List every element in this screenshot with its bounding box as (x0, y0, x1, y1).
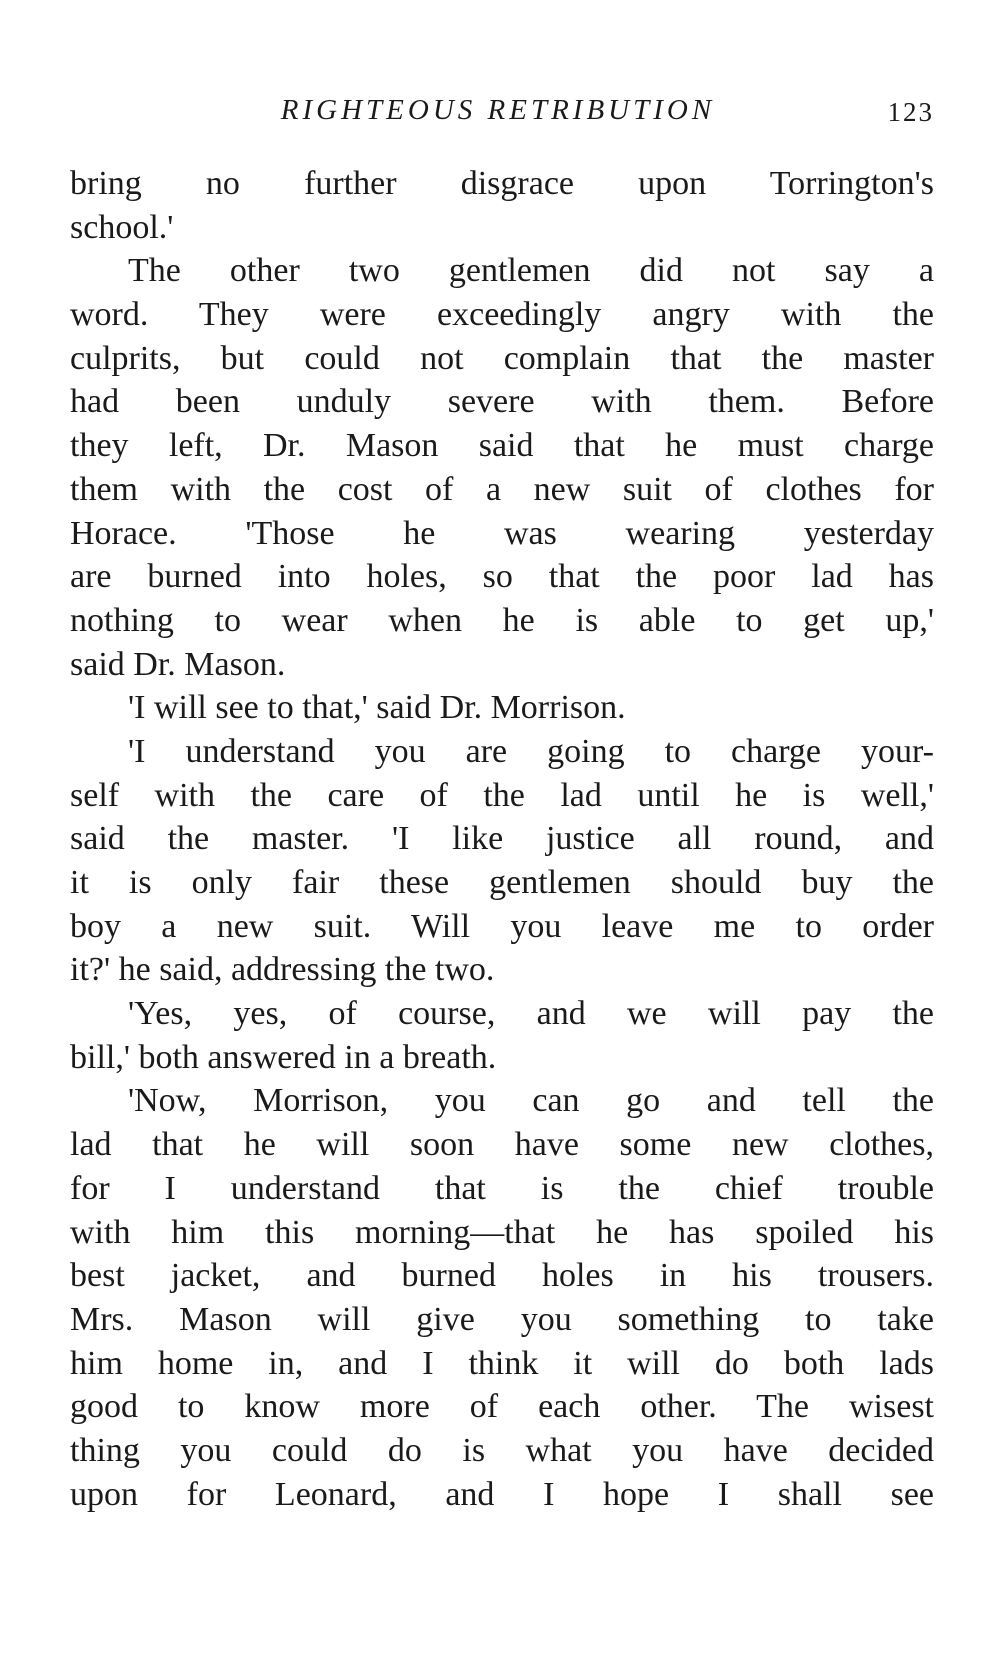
text-line: 'Now, Morrison, you can go and tell the (128, 1082, 934, 1120)
body-text (70, 162, 934, 1516)
text-line: upon for Leonard, and I hope I shall see (70, 1475, 934, 1513)
text-line: culprits, but could not complain that the master (70, 339, 934, 377)
text-line: them with the cost of a new suit of clothes for (70, 470, 934, 508)
text-line: lad that he will soon have some new clothes, (70, 1126, 934, 1164)
text-line: it?' he said, addressing the two. (70, 951, 495, 989)
text-line: 'I understand you are going to charge your- (128, 732, 934, 770)
text-line: Mrs. Mason will give you something to take (70, 1300, 934, 1338)
text-line: said the master. 'I like justice all round, and (70, 820, 934, 858)
text-line: thing you could do is what you have decided (70, 1431, 934, 1469)
text-line: boy a new suit. Will you leave me to order (70, 907, 934, 945)
text-line: they left, Dr. Mason said that he must charge (70, 427, 934, 465)
running-title: RIGHTEOUS RETRIBUTION (280, 94, 716, 126)
text-line: 'Yes, yes, of course, and we will pay the (128, 995, 934, 1033)
text-line: bill,' both answered in a breath. (70, 1038, 497, 1076)
text-line: Horace. 'Those he was wearing yesterday (70, 514, 934, 552)
text-line: had been unduly severe with them. Before (70, 383, 934, 421)
text-line: best jacket, and burned holes in his trousers. (70, 1257, 934, 1295)
text-line: school.' (70, 208, 174, 246)
text-line: 'I will see to that,' said Dr. Morrison. (128, 689, 626, 727)
running-head (70, 88, 934, 132)
text-line: are burned into holes, so that the poor lad has (70, 558, 934, 596)
text-line: word. They were exceedingly angry with the (70, 296, 934, 334)
text-line: with him this morning—that he has spoiled his (70, 1213, 934, 1251)
text-line: bring no further disgrace upon Torrington's (70, 165, 934, 202)
text-line: nothing to wear when he is able to get up,' (70, 601, 934, 639)
text-line: him home in, and I think it will do both lads (70, 1344, 934, 1382)
page-number: 123 (887, 97, 934, 127)
text-line: self with the care of the lad until he is well,' (70, 776, 934, 814)
text-line: good to know more of each other. The wisest (70, 1388, 934, 1426)
text-line: for I understand that is the chief trouble (70, 1169, 934, 1207)
text-line: it is only fair these gentlemen should buy the (70, 864, 934, 901)
text-line: The other two gentlemen did not say a (128, 252, 934, 290)
text-line: said Dr. Mason. (70, 645, 286, 683)
